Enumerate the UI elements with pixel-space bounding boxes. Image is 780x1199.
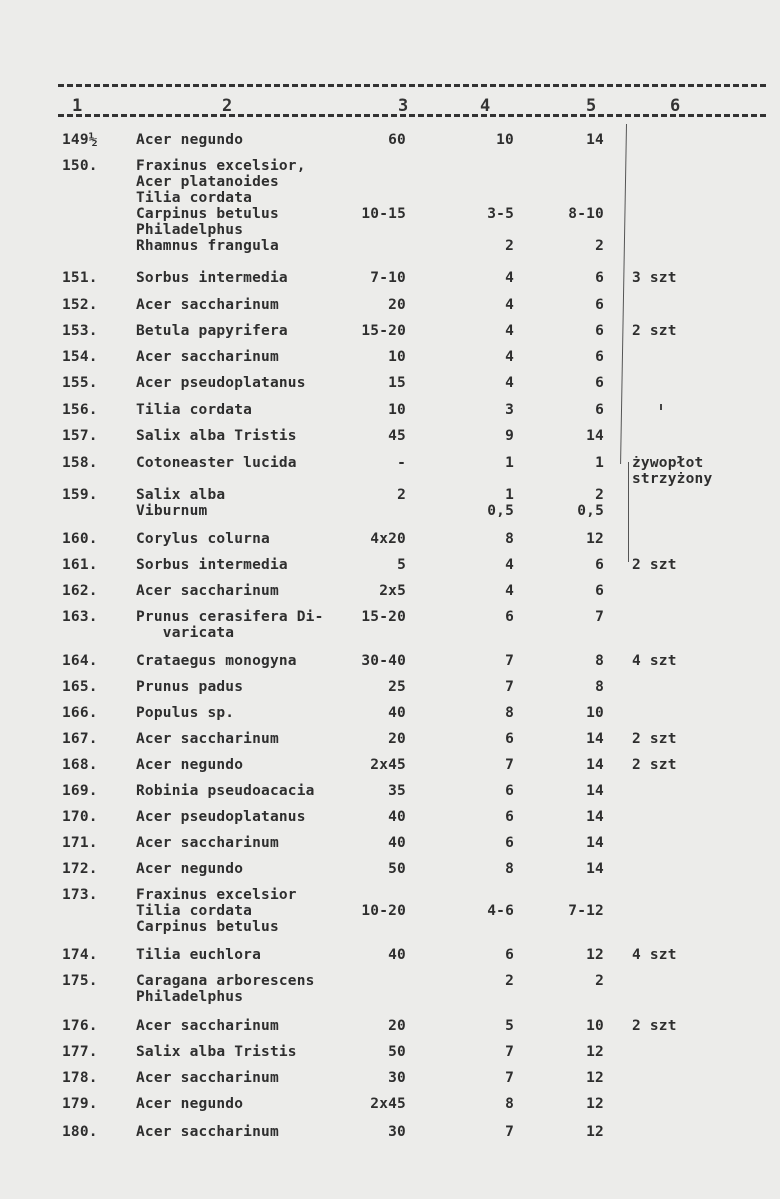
row-number: 176.	[62, 1018, 98, 1034]
value-col5: 8-10	[568, 206, 604, 222]
plant-name: Betula papyrifera	[136, 323, 288, 339]
note-col6: 2 szt	[632, 323, 677, 339]
value-col3: 20	[388, 297, 406, 313]
value-col4: 7	[505, 1070, 514, 1086]
value-col5: 12	[586, 1044, 604, 1060]
row-number: 174.	[62, 947, 98, 963]
value-col3: 2x45	[370, 1096, 406, 1112]
col-header-6: 6	[670, 96, 681, 116]
row-number: 150.	[62, 158, 98, 174]
value-col4: 4	[505, 349, 514, 365]
value-col4: 6	[505, 809, 514, 825]
row-number: 157.	[62, 428, 98, 444]
value-col3: 15-20	[361, 609, 406, 625]
note-col6: 2 szt	[632, 731, 677, 747]
row-number: 169.	[62, 783, 98, 799]
value-col3: 50	[388, 861, 406, 877]
value-col4: 4	[505, 297, 514, 313]
value-col4: 1 0,5	[487, 487, 514, 519]
value-col4: 8	[505, 861, 514, 877]
column-divider	[628, 462, 629, 562]
value-col5: 14	[586, 783, 604, 799]
value-col4: 7	[505, 757, 514, 773]
row-number: 153.	[62, 323, 98, 339]
row-number: 165.	[62, 679, 98, 695]
value-col4: 7	[505, 679, 514, 695]
col-header-5: 5	[586, 96, 597, 116]
plant-name: Tilia euchlora	[136, 947, 262, 963]
value-col5: 6	[595, 323, 604, 339]
col-header-2: 2	[222, 96, 233, 116]
value-col5-extra: 2	[595, 238, 604, 254]
value-col3: 30	[388, 1124, 406, 1140]
row-number: 167.	[62, 731, 98, 747]
value-col4: 6	[505, 609, 514, 625]
value-col3: 30	[388, 1070, 406, 1086]
value-col3: 2x5	[379, 583, 406, 599]
row-number: 163.	[62, 609, 98, 625]
row-number: 154.	[62, 349, 98, 365]
value-col5: 8	[595, 653, 604, 669]
value-col3: 10-15	[361, 206, 406, 222]
value-col4: 10	[496, 132, 514, 148]
value-col5: 7-12	[568, 903, 604, 919]
row-number: 172.	[62, 861, 98, 877]
value-col5: 14	[586, 132, 604, 148]
value-col5: 12	[586, 1070, 604, 1086]
plant-name: Fraxinus excelsior Tilia cordata Carpinus betulus	[136, 887, 297, 935]
value-col3: 30-40	[361, 653, 406, 669]
value-col5: 6	[595, 297, 604, 313]
row-number: 156.	[62, 402, 98, 418]
plant-name: Salix alba Tristis	[136, 428, 297, 444]
value-col5: 6	[595, 375, 604, 391]
note-col6: żywopłot strzyżony	[632, 455, 713, 487]
value-col5: 2 0,5	[577, 487, 604, 519]
plant-name: Acer saccharinum	[136, 1018, 279, 1034]
value-col4: 7	[505, 653, 514, 669]
value-col5: 1	[595, 455, 604, 471]
value-col5: 14	[586, 757, 604, 773]
top-rule	[58, 84, 766, 87]
plant-name: Acer negundo	[136, 1096, 244, 1112]
plant-name: Acer negundo	[136, 132, 244, 148]
value-col4: 6	[505, 835, 514, 851]
row-number: 161.	[62, 557, 98, 573]
value-col3: 2	[397, 487, 406, 503]
plant-name: Acer saccharinum	[136, 835, 279, 851]
row-number: 162.	[62, 583, 98, 599]
value-col4: 8	[505, 531, 514, 547]
value-col3: 25	[388, 679, 406, 695]
plant-name: Acer saccharinum	[136, 583, 279, 599]
note-col6: 2 szt	[632, 757, 677, 773]
value-col4: 4	[505, 557, 514, 573]
value-col4: 4	[505, 583, 514, 599]
value-col4: 9	[505, 428, 514, 444]
value-col4: 1	[505, 455, 514, 471]
value-col5: 8	[595, 679, 604, 695]
value-col4: 4-6	[487, 903, 514, 919]
value-col3: 40	[388, 809, 406, 825]
value-col3: 45	[388, 428, 406, 444]
plant-name: Corylus colurna	[136, 531, 270, 547]
value-col5: 6	[595, 583, 604, 599]
value-col4: 6	[505, 783, 514, 799]
value-col3: 15	[388, 375, 406, 391]
note-col6: 2 szt	[632, 557, 677, 573]
value-col5: 14	[586, 731, 604, 747]
value-col4: 4	[505, 270, 514, 286]
plant-name: Acer pseudoplatanus	[136, 809, 306, 825]
value-col3: 10-20	[361, 903, 406, 919]
row-number: 152.	[62, 297, 98, 313]
plant-name: Acer saccharinum	[136, 731, 279, 747]
row-number: 175.	[62, 973, 98, 989]
value-col5: 6	[595, 402, 604, 418]
value-col5: 14	[586, 835, 604, 851]
row-number: 158.	[62, 455, 98, 471]
value-col4: 7	[505, 1124, 514, 1140]
value-col5: 14	[586, 428, 604, 444]
plant-name: Fraxinus excelsior, Acer platanoides Tilia cordata Carpinus betulus Philadelphus Rhamnus frangula	[136, 158, 306, 254]
value-col5: 12	[586, 1124, 604, 1140]
note-col6: 4 szt	[632, 653, 677, 669]
plant-name: Tilia cordata	[136, 402, 253, 418]
row-number: 164.	[62, 653, 98, 669]
plant-name: Crataegus monogyna	[136, 653, 297, 669]
value-col5: 12	[586, 531, 604, 547]
value-col5: 14	[586, 809, 604, 825]
value-col3: 20	[388, 731, 406, 747]
row-number: 151.	[62, 270, 98, 286]
value-col3: 10	[388, 402, 406, 418]
value-col3: 5	[397, 557, 406, 573]
note-col6: 2 szt	[632, 1018, 677, 1034]
plant-name: Salix alba Tristis	[136, 1044, 297, 1060]
plant-name: Robinia pseudoacacia	[136, 783, 315, 799]
col-header-4: 4	[480, 96, 491, 116]
ink-mark	[660, 404, 662, 410]
value-col5: 7	[595, 609, 604, 625]
value-col4: 4	[505, 375, 514, 391]
value-col5: 12	[586, 1096, 604, 1112]
value-col3: -	[397, 455, 406, 471]
value-col5: 10	[586, 705, 604, 721]
value-col3: 50	[388, 1044, 406, 1060]
value-col5: 2	[595, 973, 604, 989]
value-col3: 40	[388, 947, 406, 963]
col-header-3: 3	[398, 96, 409, 116]
value-col3: 20	[388, 1018, 406, 1034]
note-col6: 4 szt	[632, 947, 677, 963]
value-col4: 5	[505, 1018, 514, 1034]
header-rule	[58, 114, 766, 117]
row-number: 171.	[62, 835, 98, 851]
plant-name: Acer pseudoplatanus	[136, 375, 306, 391]
plant-name: Prunus padus	[136, 679, 244, 695]
value-col4: 3	[505, 402, 514, 418]
column-divider	[620, 124, 627, 464]
plant-name: Acer saccharinum	[136, 1070, 279, 1086]
value-col3: 60	[388, 132, 406, 148]
row-number: 149½	[62, 132, 98, 148]
value-col4: 7	[505, 1044, 514, 1060]
value-col4: 3-5	[487, 206, 514, 222]
value-col3: 10	[388, 349, 406, 365]
row-number: 178.	[62, 1070, 98, 1086]
plant-name: Acer negundo	[136, 861, 244, 877]
value-col4: 2	[505, 973, 514, 989]
plant-name: Sorbus intermedia	[136, 270, 288, 286]
plant-name: Acer saccharinum	[136, 1124, 279, 1140]
value-col4: 4	[505, 323, 514, 339]
row-number: 170.	[62, 809, 98, 825]
row-number: 177.	[62, 1044, 98, 1060]
value-col4: 8	[505, 705, 514, 721]
value-col4-extra: 2	[505, 238, 514, 254]
value-col3: 40	[388, 835, 406, 851]
row-number: 179.	[62, 1096, 98, 1112]
value-col4: 8	[505, 1096, 514, 1112]
plant-name: Salix alba Viburnum	[136, 487, 226, 519]
value-col5: 6	[595, 349, 604, 365]
value-col4: 6	[505, 947, 514, 963]
row-number: 160.	[62, 531, 98, 547]
row-number: 159.	[62, 487, 98, 503]
plant-name: Cotoneaster lucida	[136, 455, 297, 471]
value-col5: 6	[595, 270, 604, 286]
value-col3: 7-10	[370, 270, 406, 286]
value-col5: 14	[586, 861, 604, 877]
col-header-1: 1	[72, 96, 83, 116]
value-col4: 6	[505, 731, 514, 747]
row-number: 168.	[62, 757, 98, 773]
plant-name: Prunus cerasifera Di- varicata	[136, 609, 324, 641]
value-col3: 35	[388, 783, 406, 799]
value-col5: 12	[586, 947, 604, 963]
row-number: 155.	[62, 375, 98, 391]
value-col3: 2x45	[370, 757, 406, 773]
value-col5: 6	[595, 557, 604, 573]
plant-name: Acer negundo	[136, 757, 244, 773]
value-col5: 10	[586, 1018, 604, 1034]
value-col3: 15-20	[361, 323, 406, 339]
plant-name: Acer saccharinum	[136, 349, 279, 365]
plant-name: Sorbus intermedia	[136, 557, 288, 573]
row-number: 166.	[62, 705, 98, 721]
plant-name: Acer saccharinum	[136, 297, 279, 313]
row-number: 180.	[62, 1124, 98, 1140]
plant-name: Caragana arborescens Philadelphus	[136, 973, 315, 1005]
note-col6: 3 szt	[632, 270, 677, 286]
value-col3: 40	[388, 705, 406, 721]
value-col3: 4x20	[370, 531, 406, 547]
row-number: 173.	[62, 887, 98, 903]
plant-name: Populus sp.	[136, 705, 235, 721]
